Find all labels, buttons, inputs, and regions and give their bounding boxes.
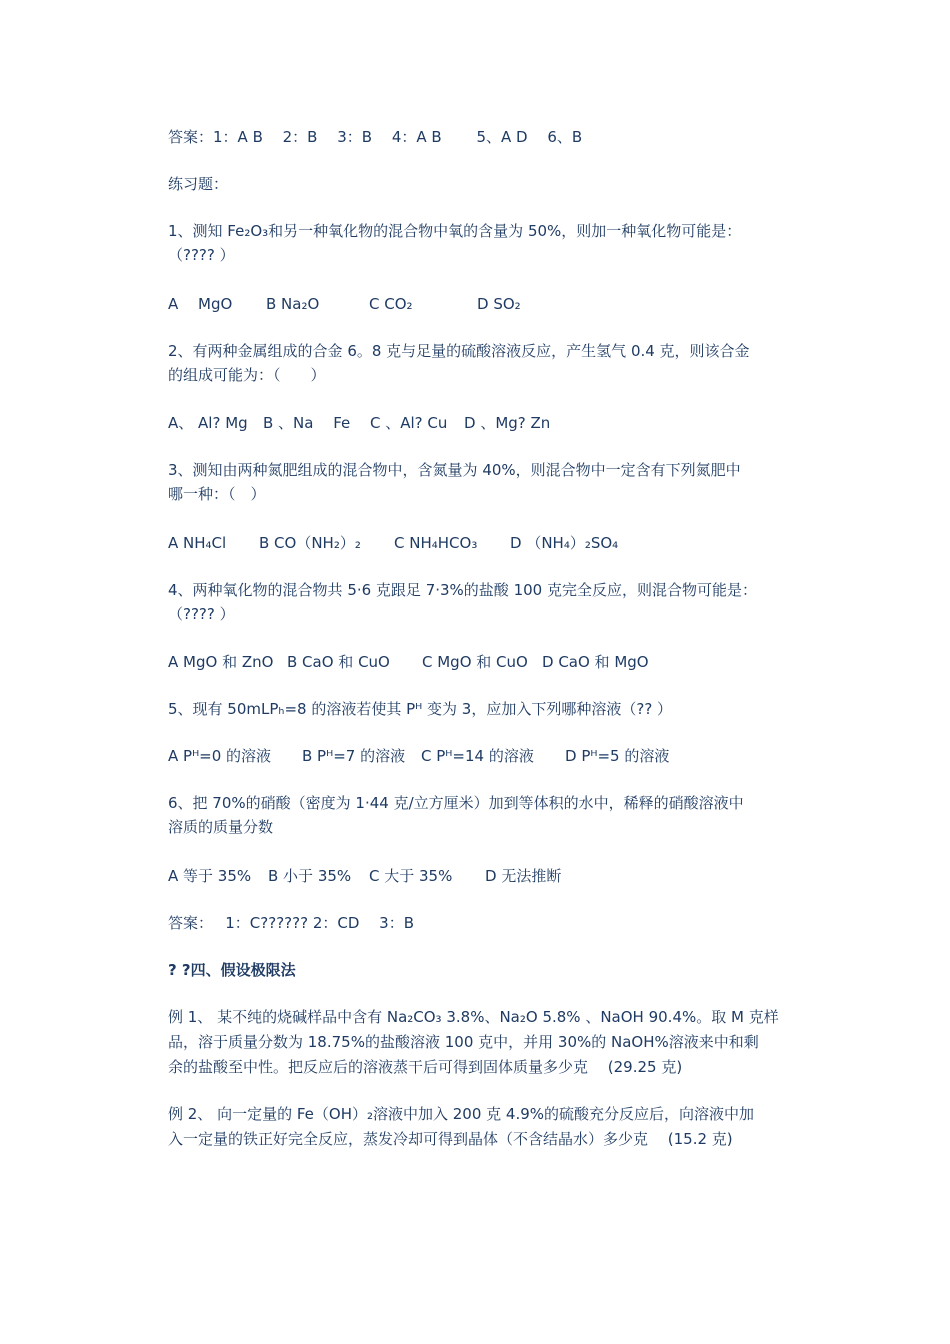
option-b: B Na₂O [266,295,320,313]
example-1-line-1: 例 1、 某不纯的烧碱样品中含有 Na₂CO₃ 3.8%、Na₂O 5.8% 、NaOH 90.4%。取 M 克样 [168,1008,779,1026]
option-b: B 、Na Fe [263,414,351,432]
option-c: C 大于 35% [369,867,453,885]
option-d: D （NH₄）₂SO₄ [510,534,619,552]
question-6-text-cont: 溶质的质量分数 [168,818,274,836]
option-c: C 、Al? Cu [370,414,448,432]
question-1-options [168,292,521,316]
option-b: B Pᴴ=7 的溶液 [302,747,406,765]
question-5-text: 5、现有 50mLPₕ=8 的溶液若使其 Pᴴ 变为 3，应加入下列哪种溶液（?? ） [168,700,673,718]
option-d: D CaO 和 MgO [542,653,649,671]
example-1-line-2: 品，溶于质量分数为 18.75%的盐酸溶液 100 克中，并用 30%的 NaOH%溶液来中和剩 [168,1033,759,1051]
question-2-text: 2、有两种金属组成的合金 6。8 克与足量的硫酸溶液反应，产生氢气 0.4 克，则该合金 [168,342,750,360]
question-3-text: 3、测知由两种氮肥组成的混合物中，含氮量为 40%，则混合物中一定含有下列氮肥中 [168,461,741,479]
option-a: A NH₄Cl [168,534,227,552]
option-b: B 小于 35% [268,867,352,885]
question-5-options [168,744,669,768]
example-2-line-2: 入一定量的铁正好完全反应，蒸发冷却可得到晶体（不含结晶水）多少克 (15.2 克) [168,1130,733,1148]
option-a: A Pᴴ=0 的溶液 [168,747,272,765]
question-3-text-cont: 哪一种：（ ） [168,485,266,503]
question-4-text-cont: （???? ） [168,605,235,623]
option-a: A MgO 和 ZnO [168,653,274,671]
practice-title: 练习题： [168,175,229,193]
question-1-text: 1、测知 Fe₂O₃和另一种氧化物的混合物中氧的含量为 50%，则加一种氧化物可能是： [168,222,742,240]
question-2-text-cont: 的组成可能为：（ ） [168,366,326,384]
question-6-options [168,864,561,888]
question-6-text: 6、把 70%的硝酸（密度为 1·44 克/立方厘米）加到等体积的水中，稀释的硝酸溶液中 [168,794,744,812]
option-c: C CO₂ [369,295,413,313]
answer-line-2: 答案： 1：C?????? 2：CD 3：B [168,914,414,932]
option-b: B CaO 和 CuO [287,653,390,671]
example-2-line-1: 例 2、 向一定量的 Fe（OH）₂溶液中加入 200 克 4.9%的硫酸充分反应后，向溶液中加 [168,1105,755,1123]
question-1-text-cont: （???? ） [168,246,235,264]
question-4-options [168,650,649,674]
option-c: C MgO 和 CuO [422,653,528,671]
answer-line-1: 答案：1：A B 2：B 3：B 4：A B 5、A D 6、B [168,128,583,146]
section-heading: ? ?四、假设极限法 [168,961,296,979]
example-1-line-3: 余的盐酸至中性。把反应后的溶液蒸干后可得到固体质量多少克 (29.25 克) [168,1058,683,1076]
question-2-options [168,411,550,435]
question-3-options [168,531,618,555]
option-d: D SO₂ [477,295,521,313]
option-d: D Pᴴ=5 的溶液 [565,747,670,765]
option-d: D 、Mg? Zn [464,414,551,432]
question-4-text: 4、两种氧化物的混合物共 5·6 克跟足 7·3%的盐酸 100 克完全反应，则混合物可能是： [168,581,757,599]
option-d: D 无法推断 [485,867,562,885]
option-b: B CO（NH₂）₂ [259,534,361,552]
option-c: C Pᴴ=14 的溶液 [421,747,534,765]
option-a: A MgO [168,295,233,313]
option-a: A 等于 35% [168,867,252,885]
option-a: A、 Al? Mg [168,414,248,432]
option-c: C NH₄HCO₃ [394,534,478,552]
